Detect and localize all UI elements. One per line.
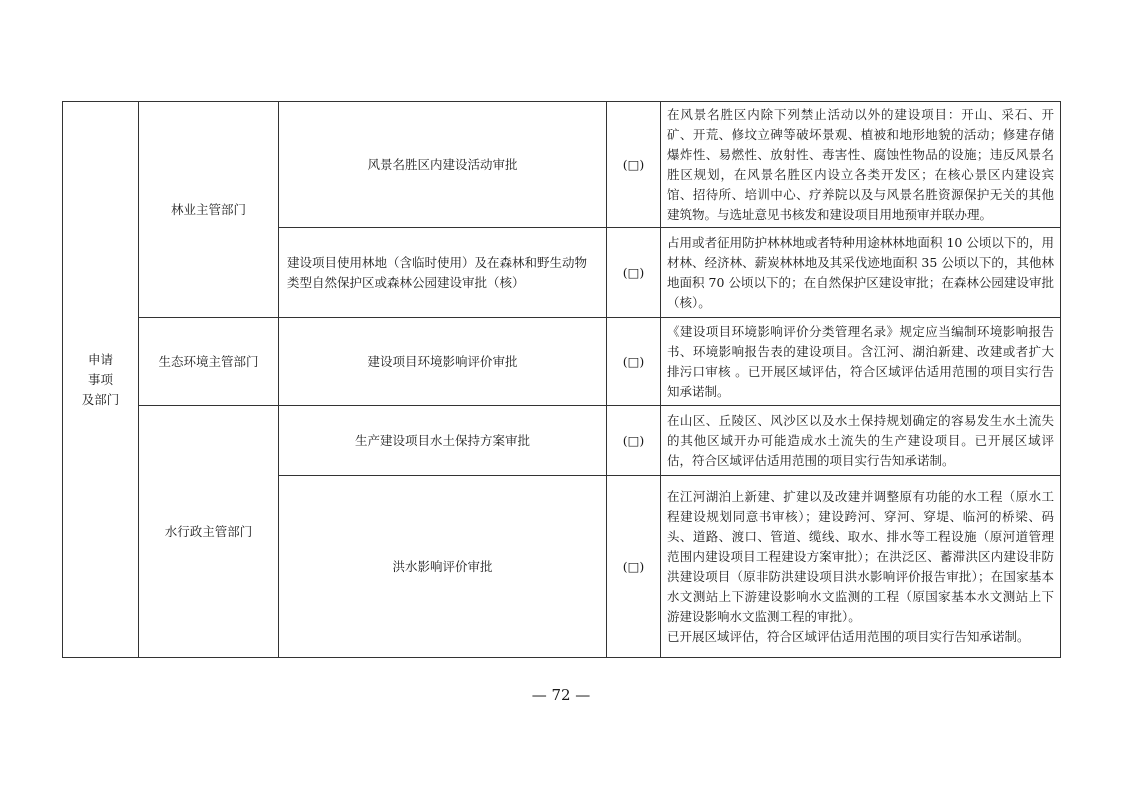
item-name-cell: 建设项目使用林地（含临时使用）及在森林和野生动物类型自然保护区或森林公园建设审批（核） [279, 228, 607, 318]
item-mark-cell: (□) [607, 318, 661, 406]
item-desc-cell: 《建设项目环境影响评价分类管理名录》规定应当编制环境影响报告书、环境影响报告表的建设项目。含江河、湖泊新建、改建或者扩大排污口审核 。已开展区域评估，符合区域评估适用范围的项目实行告知承诺制。 [661, 318, 1061, 406]
category-line: 事项 [87, 371, 113, 387]
item-desc-cell: 占用或者征用防护林林地或者特种用途林林地面积 10 公顷以下的，用材林、经济林、薪炭林林地及其采伐迹地面积 35 公顷以下的，其他林地面积 70 公顷以下的；在自然保护区建设审批；在森林公园建设审批（核）。 [661, 228, 1061, 318]
item-mark-cell: (□) [607, 102, 661, 228]
item-name-cell: 洪水影响评价审批 [279, 476, 607, 658]
item-desc-note: 已开展区域评估，符合区域评估适用范围的项目实行告知承诺制。 [667, 628, 1030, 644]
dept-cell: 生态环境主管部门 [139, 318, 279, 406]
item-name-cell: 建设项目环境影响评价审批 [279, 318, 607, 406]
item-desc-cell [661, 476, 1061, 658]
item-mark-cell: (□) [607, 406, 661, 476]
page-number: — 72 — [531, 686, 591, 704]
category-cell [63, 102, 139, 658]
item-name-cell: 风景名胜区内建设活动审批 [279, 102, 607, 228]
item-name-cell: 生产建设项目水土保持方案审批 [279, 406, 607, 476]
dept-cell: 水行政主管部门 [139, 406, 279, 658]
item-mark-cell: (□) [607, 476, 661, 658]
table-row [63, 406, 1061, 476]
category-line: 申请 [87, 351, 113, 367]
category-line: 及部门 [81, 391, 120, 407]
table-row [63, 102, 1061, 228]
table-row [63, 318, 1061, 406]
approval-table [62, 101, 1061, 658]
item-desc-text: 在江河湖泊上新建、扩建以及改建并调整原有功能的水工程（原水工程建设规划同意书审核）；建设跨河、穿河、穿堤、临河的桥梁、码头、道路、渡口、管道、缆线、取水、排水等工程设施（原河道管理范围内建设项目工程建设方案审批）；在洪泛区、蓄滞洪区内建设非防洪建设项目（原非防洪建设项目洪水影响评价报告审批）；在国家基本水文测站上下游建设影响水文监测的工程（原国家基本水文测站上下游建设影响水文监测工程的审批）。 [667, 488, 1054, 624]
item-desc-cell: 在山区、丘陵区、风沙区以及水土保持规划确定的容易发生水土流失的其他区域开办可能造成水土流失的生产建设项目。已开展区域评估，符合区域评估适用范围的项目实行告知承诺制。 [661, 406, 1061, 476]
item-mark-cell: (□) [607, 228, 661, 318]
dept-cell: 林业主管部门 [139, 102, 279, 318]
item-desc-cell: 在风景名胜区内除下列禁止活动以外的建设项目：开山、采石、开矿、开荒、修坟立碑等破坏景观、植被和地形地貌的活动；修建存储爆炸性、易燃性、放射性、毒害性、腐蚀性物品的设施；违反风景名胜区规划，在风景名胜区内设立各类开发区；在核心景区内建设宾馆、招待所、培训中心、疗养院以及与风景名胜资源保护无关的其他建筑物。与选址意见书核发和建设项目用地预审并联办理。 [661, 102, 1061, 228]
